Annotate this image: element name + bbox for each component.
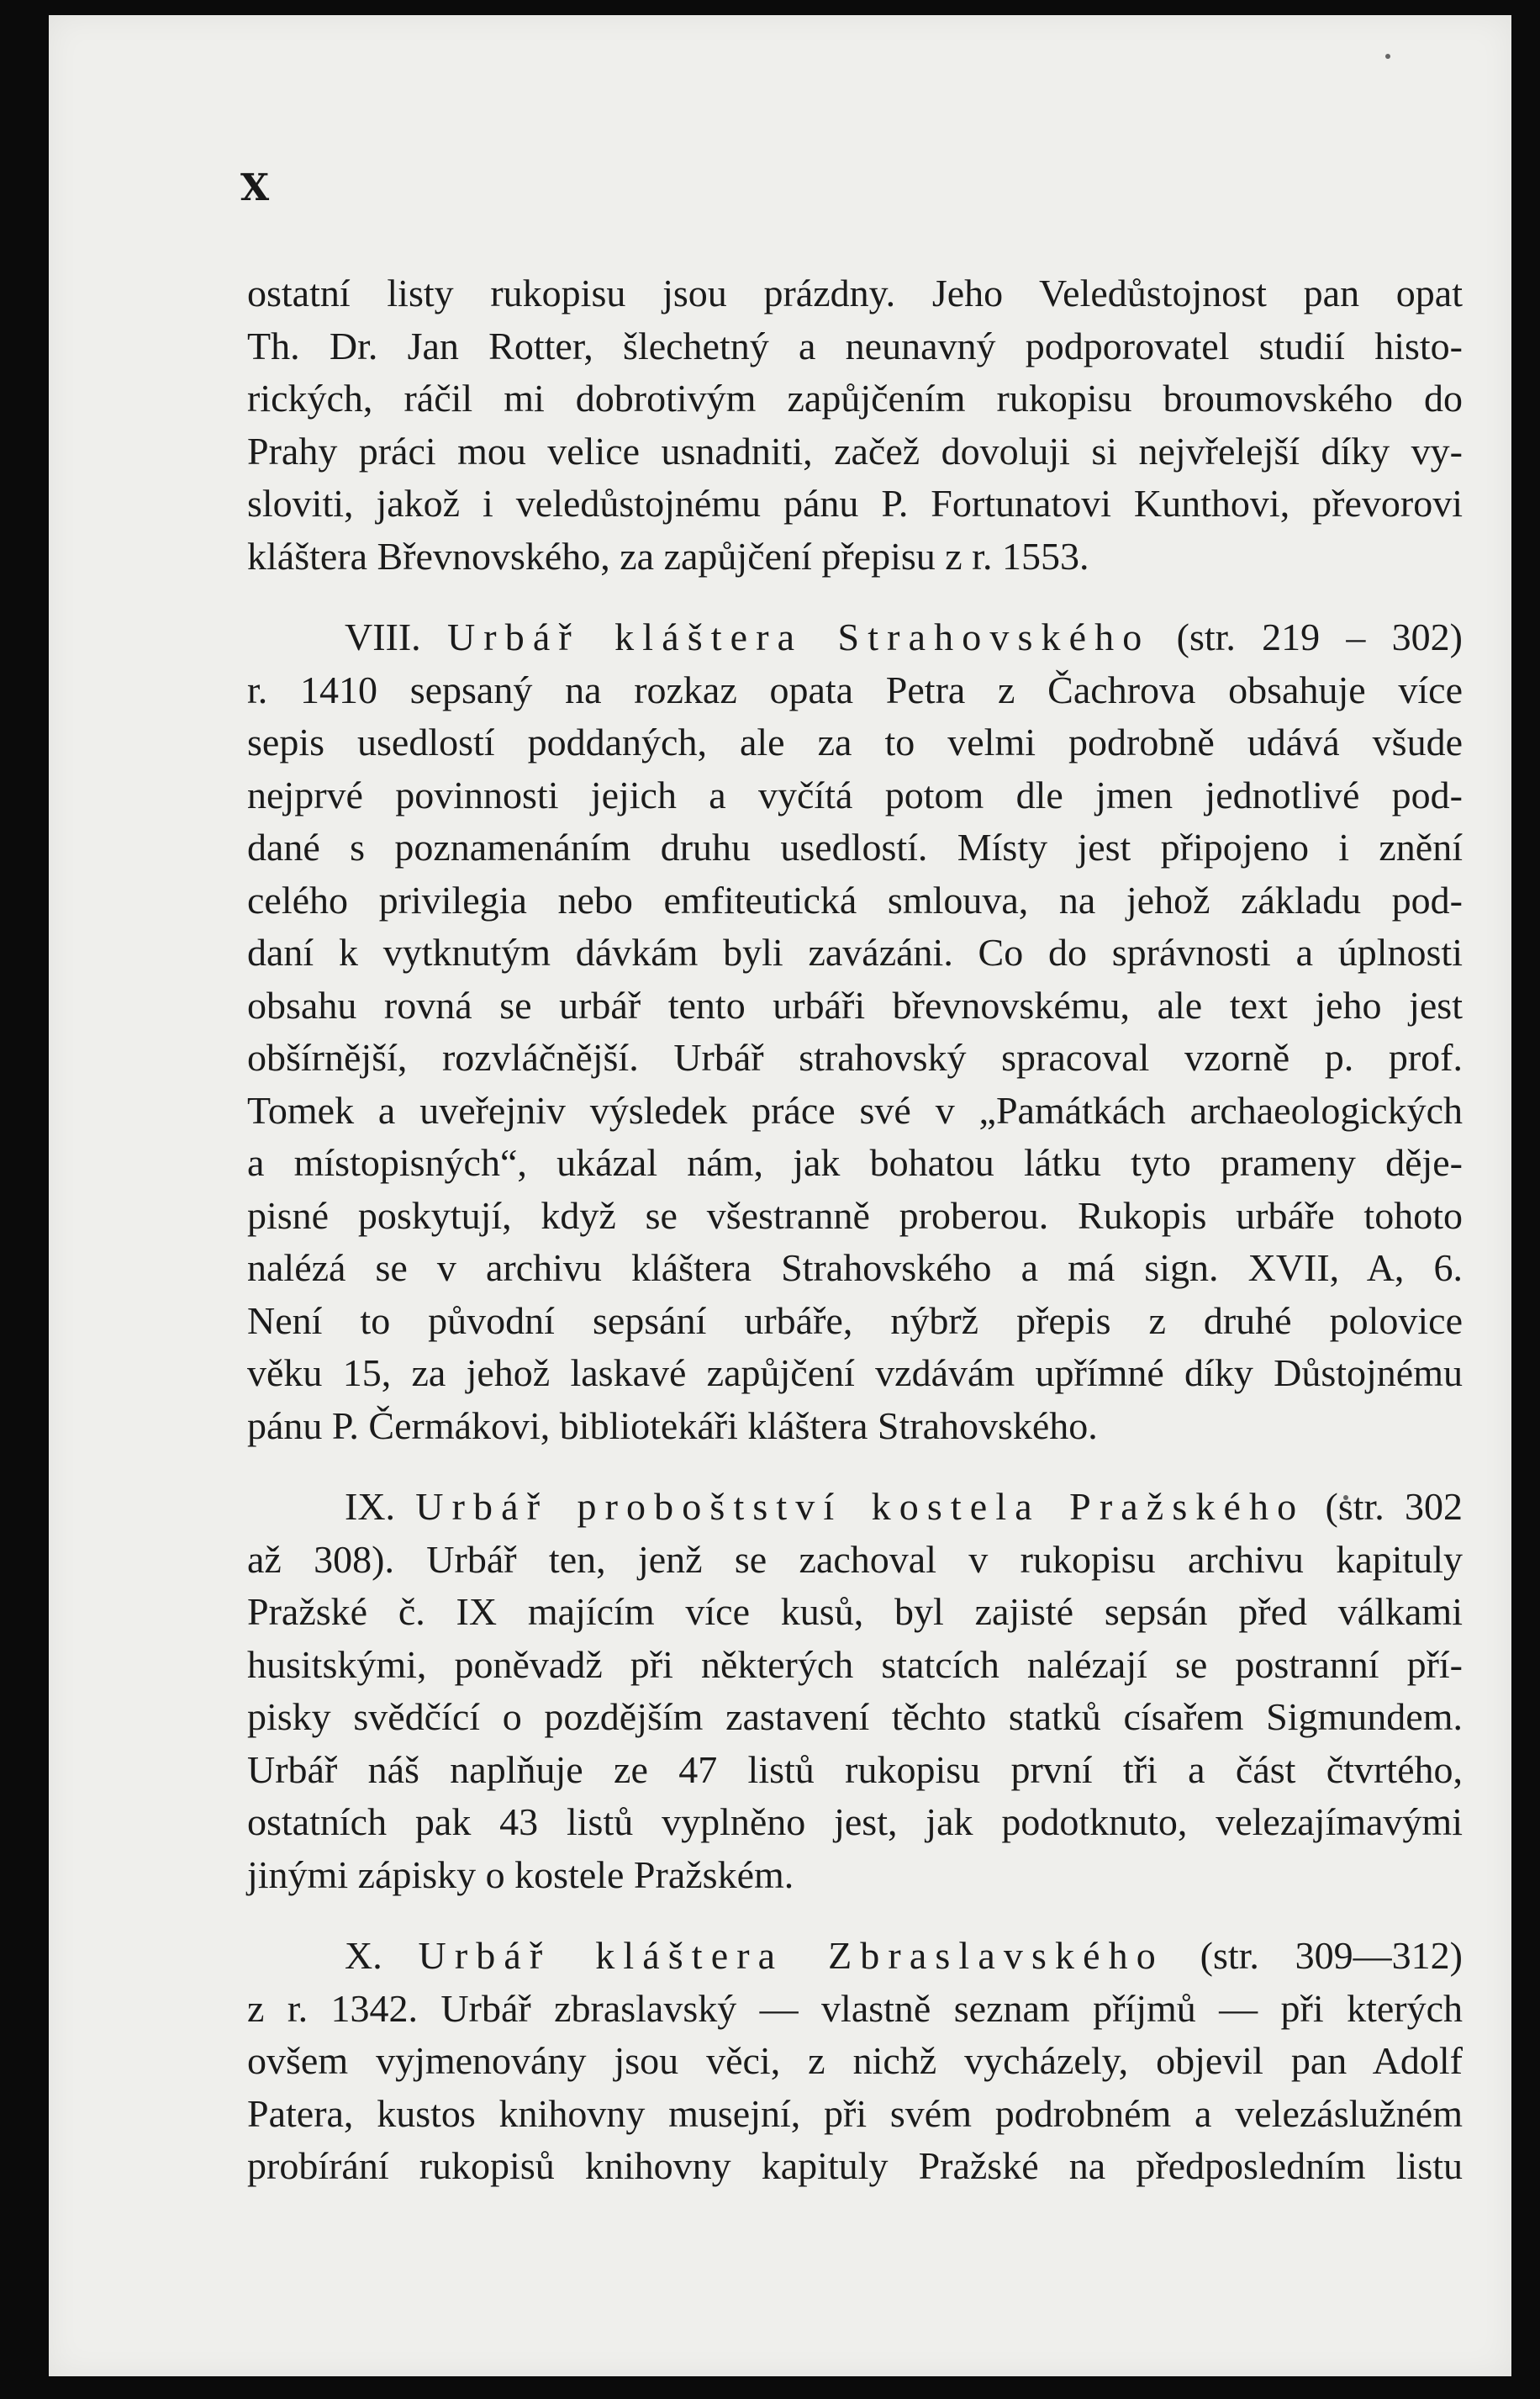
text-line: r. 1410 sepsaný na rozkaz opata Petra z Čachrova obsahuje více bbox=[247, 668, 1463, 711]
text-line: pánu P. Čermákovi, bibliotekáři kláštera Strahovského. bbox=[247, 1403, 1098, 1447]
text-line: Patera, kustos knihovny musejní, při svém podrobném a velezáslužném bbox=[247, 2091, 1463, 2135]
text-line: Tomek a uveřejniv výsledek práce své v „Památkách archaeologických bbox=[247, 1088, 1463, 1132]
scan-speck bbox=[1385, 54, 1390, 59]
paragraph-section-x bbox=[247, 1930, 1463, 2193]
text-line: pisky svědčící o pozdějším zastavení těchto statků císařem Sigmundem. bbox=[247, 1695, 1463, 1738]
text-line: Urbář náš naplňuje ze 47 listů rukopisu první tři a část čtvrtého, bbox=[247, 1747, 1463, 1791]
section-title: Urbář kláštera Strahovského bbox=[446, 616, 1151, 658]
text-line: probírání rukopisů knihovny kapituly Pražské na předposledním listu bbox=[247, 2144, 1463, 2187]
text-line: Th. Dr. Jan Rotter, šlechetný a neunavný podporovatel studií histo- bbox=[247, 324, 1463, 367]
text-line: dané s poznamenáním druhu usedlostí. Místy jest připojeno i znění bbox=[247, 826, 1463, 869]
text-line: obsahu rovná se urbář tento urbáři břevnovskému, ale text jeho jest bbox=[247, 983, 1463, 1027]
section-heading-line bbox=[247, 1481, 1463, 1534]
page-number: X bbox=[240, 166, 270, 209]
section-number: VIII. bbox=[345, 616, 421, 658]
section-number: IX. bbox=[345, 1485, 396, 1528]
text-line: husitskými, poněvadž při některých statcích nalézají se postranní pří- bbox=[247, 1642, 1463, 1686]
page-range: (str. 302 bbox=[1325, 1485, 1464, 1528]
text-line: věku 15, za jehož laskavé zapůjčení vzdávám upřímné díky Důstojnému bbox=[247, 1351, 1463, 1394]
text-line: pisné poskytují, když se všestranně proberou. Rukopis urbáře tohoto bbox=[247, 1193, 1463, 1237]
text-line: sepis usedlostí poddaných, ale za to velmi podrobně udává všude bbox=[247, 721, 1463, 764]
text-line: z r. 1342. Urbář zbraslavský — vlastně seznam příjmů — při kterých bbox=[247, 1986, 1463, 2030]
text-line: Prahy práci mou velice usnadniti, začež dovoluji si nejvřelejší díky vy- bbox=[247, 429, 1463, 473]
text-line: ostatních pak 43 listů vyplněno jest, jak podotknuto, velezajímavými bbox=[247, 1800, 1463, 1843]
text-line: ovšem vyjmenovány jsou věci, z nichž vycházely, objevil pan Adolf bbox=[247, 2039, 1463, 2082]
paragraph-section-viii bbox=[247, 611, 1463, 1452]
text-line: ostatní listy rukopisu jsou prázdny. Jeho Veledůstojnost pan opat bbox=[247, 272, 1463, 314]
text-line: celého privilegia nebo emfiteutická smlouva, na jehož základu pod- bbox=[247, 878, 1463, 922]
section-title: Urbář kláštera Zbraslavského bbox=[418, 1934, 1164, 1977]
text-line: rických, ráčil mi dobrotivým zapůjčením rukopisu broumovského do bbox=[247, 377, 1463, 420]
section-number: X. bbox=[345, 1934, 382, 1977]
paragraph-section-ix bbox=[247, 1481, 1463, 1901]
book-page bbox=[49, 15, 1511, 2376]
text-line: obšírnější, rozvláčnější. Urbář strahovský spracoval vzorně p. prof. bbox=[247, 1036, 1463, 1079]
text-line: Není to původní sepsání urbáře, nýbrž přepis z druhé polovice bbox=[247, 1298, 1463, 1342]
body-text bbox=[247, 267, 1463, 2193]
page-range: (str. 219 – 302) bbox=[1176, 616, 1463, 658]
text-line: nejprvé povinnosti jejich a vyčítá potom dle jmen jednotlivé pod- bbox=[247, 773, 1463, 816]
section-title: Urbář proboštství kostela Pražského bbox=[415, 1485, 1305, 1528]
text-line: jinými zápisky o kostele Pražském. bbox=[247, 1852, 794, 1896]
text-line: nalézá se v archivu kláštera Strahovského a má sign. XVII, A, 6. bbox=[247, 1246, 1463, 1289]
paragraph-intro bbox=[247, 267, 1463, 583]
page-range: (str. 309—312) bbox=[1200, 1934, 1464, 1977]
text-line: sloviti, jakož i veledůstojnému pánu P. Fortunatovi Kunthovi, převorovi bbox=[247, 482, 1463, 525]
text-line: a místopisných“, ukázal nám, jak bohatou látku tyto prameny dějе- bbox=[247, 1141, 1463, 1184]
text-line: kláštera Břevnovského, za zapůjčení přepisu z r. 1553. bbox=[247, 534, 1089, 578]
section-heading-line bbox=[247, 611, 1463, 664]
text-line: daní k vytknutým dávkám byli zavázáni. Co do správnosti a úplnosti bbox=[247, 931, 1463, 974]
text-line: až 308). Urbář ten, jenž se zachoval v rukopisu archivu kapituly bbox=[247, 1537, 1463, 1581]
text-line: Pražské č. IX majícím více kusů, byl zajisté sepsán před válkami bbox=[247, 1590, 1463, 1633]
section-heading-line bbox=[247, 1930, 1463, 1983]
